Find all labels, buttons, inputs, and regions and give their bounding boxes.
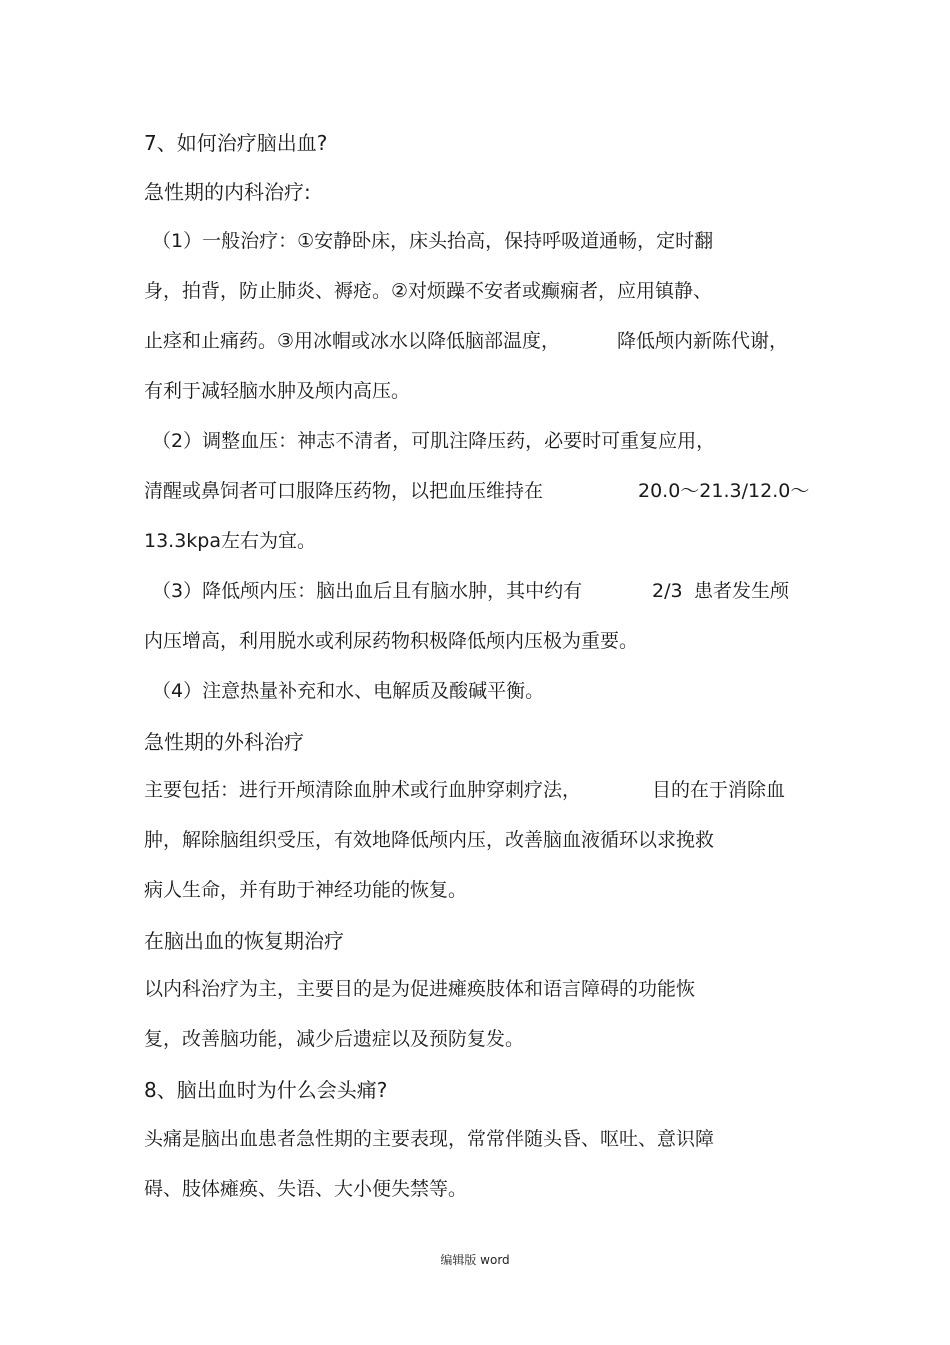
question-8-heading: 8、脑出血时为什么会头痛?: [144, 1078, 388, 1102]
paragraph-line: 目的在于消除血: [652, 779, 786, 801]
paragraph-line: 主要包括：进行开颅清除血肿术或行血肿穿刺疗法，: [144, 779, 582, 801]
paragraph-line: 头痛是脑出血患者急性期的主要表现，常常伴随头昏、呕吐、意识障: [144, 1128, 715, 1150]
paragraph-line: （1）一般治疗：①安静卧床，床头抬高，保持呼吸道通畅，定时翻: [152, 230, 714, 252]
page-footer: 编辑版 word: [440, 1253, 510, 1267]
paragraph-line: 肿，解除脑组织受压，有效地降低颅内压，改善脑血液循环以求挽救: [144, 829, 715, 851]
paragraph-line: 13.3kpa左右为宜。: [144, 530, 317, 552]
section-heading-acute-medical: 急性期的内科治疗:: [144, 180, 311, 204]
paragraph-line: 有利于减轻脑水肿及颅内高压。: [144, 380, 411, 402]
section-heading-recovery: 在脑出血的恢复期治疗: [144, 929, 344, 953]
paragraph-line: 降低颅内新陈代谢，: [617, 330, 789, 352]
question-7-heading: 7、如何治疗脑出血?: [144, 131, 328, 155]
paragraph-line: 清醒或鼻饲者可口服降压药物，以把血压维持在: [144, 480, 544, 502]
paragraph-line: 内压增高，利用脱水或利尿药物积极降低颅内压极为重要。: [144, 630, 639, 652]
paragraph-line: （2）调整血压：神志不清者，可肌注降压药，必要时可重复应用，: [152, 430, 716, 452]
section-heading-acute-surgical: 急性期的外科治疗: [144, 730, 304, 754]
paragraph-line: 病人生命，并有助于神经功能的恢复。: [144, 879, 468, 901]
paragraph-line: （3）降低颅内压：脑出血后且有脑水肿，其中约有: [152, 580, 583, 602]
paragraph-line: 身，拍背，防止肺炎、褥疮。②对烦躁不安者或癫痫者，应用镇静、: [144, 280, 713, 302]
fraction-value: 2/3: [652, 580, 683, 602]
paragraph-line: 患者发生颅: [694, 580, 790, 602]
paragraph-line: 复，改善脑功能，减少后遗症以及预防复发。: [144, 1028, 525, 1050]
paragraph-line: （4）注意热量补充和水、电解质及酸碱平衡。: [152, 680, 545, 702]
paragraph-line: 碍、肢体瘫痪、失语、大小便失禁等。: [144, 1178, 468, 1200]
paragraph-line: 以内科治疗为主，主要目的是为促进瘫痪肢体和语言障碍的功能恢: [144, 978, 696, 1000]
paragraph-line: 止痉和止痛药。③用冰帽或冰水以降低脑部温度，: [144, 330, 561, 352]
blood-pressure-range: 20.0～21.3/12.0～: [638, 480, 810, 502]
